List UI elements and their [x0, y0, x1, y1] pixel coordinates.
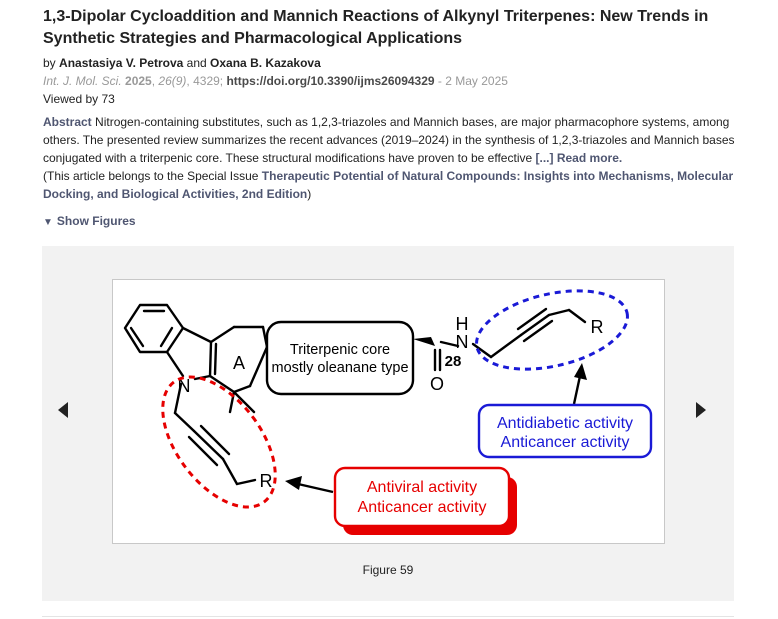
reaction-scheme-graphic	[113, 280, 664, 543]
r-group-top: R	[590, 317, 604, 337]
article-title[interactable]: 1,3-Dipolar Cycloaddition and Mannich Reactions of Alkynyl Triterpenes: New Trends in Synthetic Strategies and Pharmacological Applications	[43, 8, 709, 47]
indole-n-label: N	[177, 376, 191, 396]
caret-down-icon: ▼	[43, 217, 53, 228]
citation-line: Int. J. Mol. Sci. 2025, 26(9), 4329; https://doi.org/10.3390/ijms26094329 - 2 May 2025	[43, 74, 508, 88]
red-activity-line2: Anticancer activity	[357, 499, 487, 516]
author-link-1[interactable]: Anastasiya V. Petrova	[59, 56, 184, 70]
authors-line	[43, 56, 321, 70]
abstract-block	[43, 113, 738, 203]
figure-caption: Figure 59	[362, 563, 414, 577]
doi-link[interactable]: https://doi.org/10.3390/ijms26094329	[226, 74, 435, 88]
figure-image[interactable]	[112, 279, 665, 544]
show-figures-toggle[interactable]	[43, 214, 136, 230]
ring-a-label: A	[232, 353, 246, 373]
r-group-bottom: R	[259, 471, 273, 491]
triangle-left-icon	[56, 400, 70, 420]
triterpenic-core-box	[267, 322, 413, 394]
core-label-line1: Triterpenic core	[289, 342, 391, 358]
show-figures-label: Show Figures	[56, 214, 136, 228]
previous-figure-button[interactable]	[56, 400, 70, 420]
red-activity-line1: Antiviral activity	[366, 479, 478, 496]
abstract-text: Nitrogen-containing substitutes, such as 1,2,3-triazoles and Mannich bases, are major pharmacophore systems, among others. The presented review summarizes the recent advances (2019–2024) in the synthesis of 1,2,3-triazoles and Mannich bases conjugated with a triterpenic core. These structural modifications have proven to be effective	[43, 115, 735, 165]
figure-carousel	[42, 246, 734, 601]
red-activity-box	[335, 468, 509, 526]
by-label: by	[43, 56, 56, 70]
abstract-label: Abstract	[43, 115, 92, 129]
special-issue-link[interactable]: Therapeutic Potential of Natural Compounds: Insights into Mechanisms, Molecular Docking, and Biological Activities, 2nd Edition	[43, 169, 734, 201]
divider	[42, 616, 734, 617]
journal-name: Int. J. Mol. Sci.	[43, 74, 122, 88]
amide-h-label: H	[455, 314, 469, 334]
blue-activity-line1: Antidiabetic activity	[496, 415, 634, 432]
amide-n-label: N	[455, 332, 469, 352]
and-label: and	[186, 56, 207, 70]
publication-date: 2 May 2025	[445, 74, 508, 88]
blue-dashed-ellipse	[469, 280, 635, 382]
arrow-up-icon	[574, 363, 587, 404]
triangle-right-icon	[694, 400, 708, 420]
author-link-2[interactable]: Oxana B. Kazakova	[210, 56, 321, 70]
special-issue-suffix: )	[307, 187, 312, 201]
special-issue-prefix: (This article belongs to the Special Issue	[43, 169, 259, 183]
view-count: Viewed by 73	[43, 92, 115, 106]
next-figure-button[interactable]	[694, 400, 708, 420]
oxygen-label: O	[429, 374, 445, 394]
core-label-line2: mostly oleanane type	[271, 360, 409, 376]
citation-pages: 4329	[193, 74, 220, 88]
special-issue-line	[43, 167, 738, 203]
wedge-bond	[413, 337, 435, 346]
citation-year: 2025	[125, 74, 152, 88]
read-more-link[interactable]: [...] Read more.	[535, 151, 623, 165]
arrow-left-icon	[285, 476, 333, 492]
c28-label: 28	[444, 353, 462, 370]
citation-volume: 26(9)	[158, 74, 187, 88]
blue-activity-line2: Anticancer activity	[500, 434, 630, 451]
